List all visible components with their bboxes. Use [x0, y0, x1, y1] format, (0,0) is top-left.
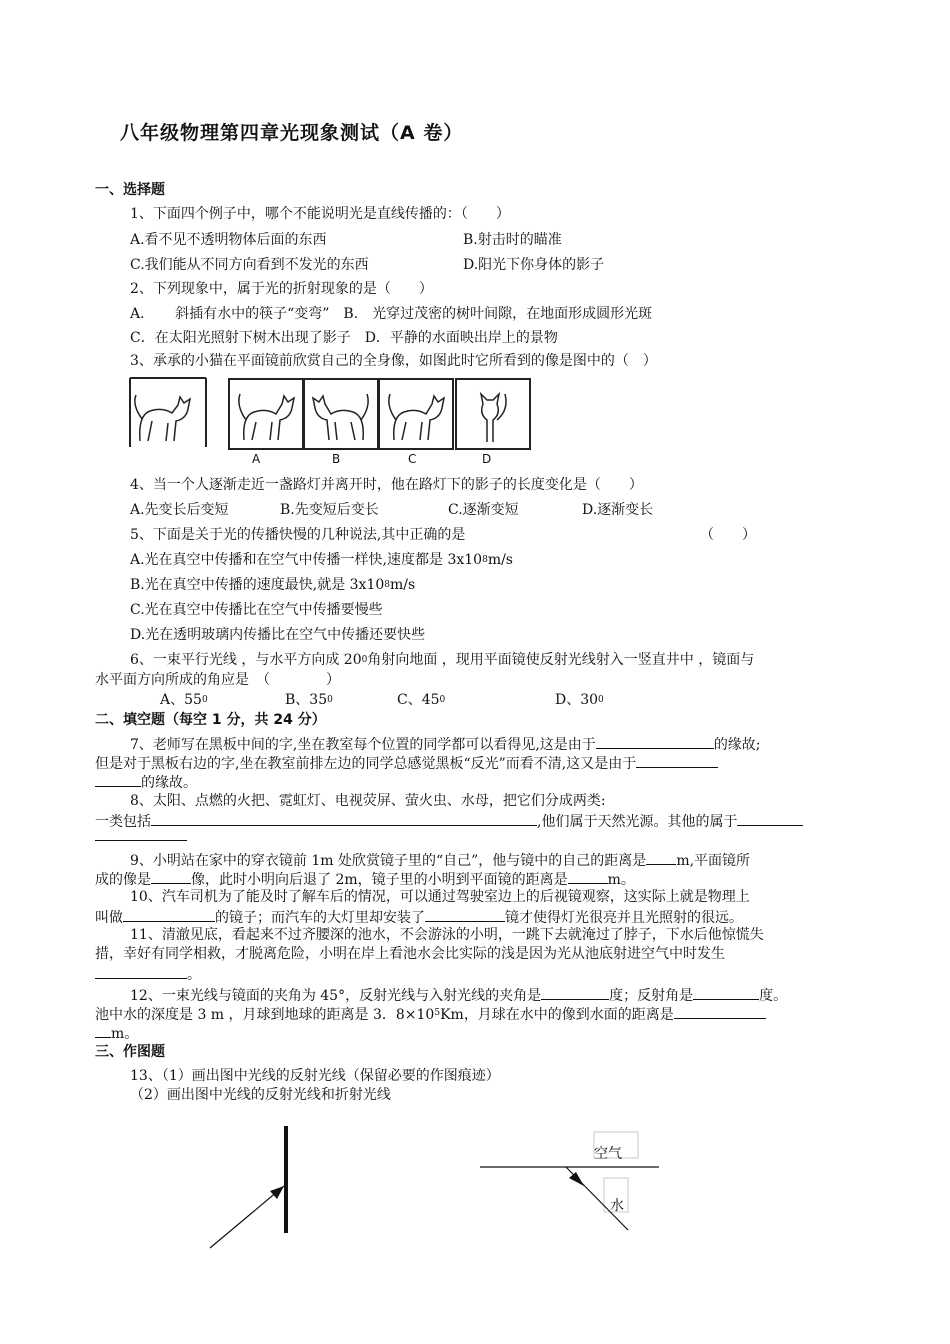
q5-option-d: D.光在透明玻璃内传播比在空气中传播还要快些: [130, 627, 426, 643]
q3-label-c: C: [408, 452, 417, 466]
q11-blank-1[interactable]: [95, 964, 187, 979]
q4-option-b: B.先变短后变长: [280, 502, 379, 518]
q12-blank-3b[interactable]: [95, 1023, 111, 1038]
q10-blank-2[interactable]: [425, 907, 505, 922]
q3-cat-b: [305, 380, 377, 448]
q13-part1: 13、（1）画出图中光线的反射光线（保留必要的作图痕迹）: [130, 1068, 500, 1084]
q3-option-b-box: [303, 378, 379, 450]
q8-line2: 一类包括 ,他们属于天然光源。其他的属于: [95, 811, 803, 831]
q3-label-a: A: [252, 452, 261, 466]
section-choice-heading: 一、选择题: [95, 182, 165, 198]
q6-option-c: C、$45^0$: [397, 692, 446, 708]
q6-line2: 水平面方向所成的角应是 （ ）: [95, 672, 340, 688]
incident-ray: [210, 1186, 284, 1248]
q3-label-d: D: [482, 452, 492, 466]
q3-cat-c: [380, 380, 452, 448]
q6-option-a: A、$55^0$: [160, 692, 208, 708]
q1-option-a: A.看不见不透明物体后面的东西: [130, 232, 327, 248]
q3-label-b: B: [332, 452, 341, 466]
q3-original-cat: [130, 378, 206, 447]
q4-option-d: D.逐渐变长: [582, 502, 654, 518]
ray-arrowhead: [569, 1172, 584, 1186]
q12-line1: 12、一束光线与镜面的夹角为 45°，反射光线与入射光线的夹角是 度；反射角是 度。: [130, 985, 787, 1005]
q9-blank-1[interactable]: [646, 850, 676, 865]
q11-line3: 。: [95, 964, 201, 984]
q5-stem: 5、下面是关于光的传播快慢的几种说法,其中正确的是: [130, 527, 466, 543]
q10-blank-1[interactable]: [123, 907, 215, 922]
q4-option-a: A.先变长后变短: [130, 502, 229, 518]
q1-option-d: D.阳光下你身体的影子: [463, 257, 605, 273]
q12-blank-3a[interactable]: [674, 1004, 766, 1019]
q12-line2: 池中水的深度是 3 m ，月球到地球的距离是 3．$8\times 10^5Km$，月球在水中的像到水面的距离是: [95, 1004, 766, 1024]
air-label: 空气: [594, 1146, 622, 1162]
q12-blank-1[interactable]: [541, 985, 609, 1000]
q3-option-d-box: [455, 378, 531, 450]
q7-blank-1[interactable]: [596, 734, 714, 749]
q7-blank-2b[interactable]: [95, 772, 141, 787]
q5-option-b: B.光在真空中传播的速度最快,就是 $3x10^8m/s$: [130, 577, 416, 593]
q6-line1: 6、一束平行光线 ，与水平方向成 $20^0$角射向地面 ，现用平面镜使反射光线射入一竖直井中 ，镜面与: [130, 652, 755, 668]
water-label: 水: [610, 1198, 624, 1214]
q7-blank-2a[interactable]: [636, 753, 718, 768]
q8-blank-2b[interactable]: [95, 826, 187, 841]
q11-line2: 措，幸好有同学相救，才脱离危险，小明在岸上看池水会比实际的浅是因为光从池底射进空气中时发生: [95, 946, 725, 962]
q2-options-cd: C．在太阳光照射下树木出现了影子 D．平静的水面映出岸上的景物: [130, 330, 558, 346]
q9-blank-2[interactable]: [151, 869, 191, 884]
q7-line1: 7、老师写在黑板中间的字,坐在教室每个位置的同学都可以看得见,这是由于 的缘故;: [130, 734, 761, 754]
q4-option-c: C.逐渐变短: [448, 502, 519, 518]
q8-blank-1[interactable]: [151, 811, 537, 826]
q1-option-c: C.我们能从不同方向看到不发光的东西: [130, 257, 369, 273]
q3-cat-a: [230, 380, 302, 448]
q3-option-c-box: [378, 378, 454, 450]
q9-line1: 9、小明站在家中的穿衣镜前 1m 处欣赏镜子里的“自己”，他与镜中的自己的距离是 m,平面镜所: [130, 850, 750, 870]
q10-line2: 叫做 的镜子；而汽车的大灯里却安装了 镜才使得灯光很亮并且光照射的很远。: [95, 907, 743, 927]
q13-part2: （2）画出图中光线的反射光线和折射光线: [130, 1087, 391, 1103]
q5-option-a: A.光在真空中传播和在空气中传播一样快,速度都是 $3x10^8m/s$: [130, 552, 513, 568]
q10-line1: 10、汽车司机为了能及时了解车后的情况，可以通过驾驶室边上的后视镜观察，这实际上就是物理上: [130, 889, 750, 905]
q3-option-a-box: [228, 378, 304, 450]
q13-mirror-diagram: [200, 1122, 320, 1262]
q6-option-b: B、$35^0$: [285, 692, 333, 708]
q6-option-d: D、$30^0$: [555, 692, 604, 708]
section-drawing-heading: 三、作图题: [95, 1044, 165, 1060]
q7-line3: 的缘故。: [95, 772, 197, 792]
q2-options-ab: A． 斜插有水中的筷子“变弯” B. 光穿过茂密的树叶间隙，在地面形成圆形光斑: [130, 306, 653, 322]
q3-stem: 3、承承的小猫在平面镜前欣赏自己的全身像，如图此时它所看到的像是图中的（ ）: [130, 353, 657, 369]
q3-cat-d: [457, 380, 529, 448]
q1-option-b: B.射击时的瞄准: [463, 232, 562, 248]
q8-line1: 8、太阳、点燃的火把、霓虹灯、电视荧屏、萤火虫、水母，把它们分成两类:: [130, 793, 606, 809]
q11-line1: 11、清澈见底，看起来不过齐腰深的池水，不会游泳的小明，一跳下去就淹过了脖子，下水后他惊慌失: [130, 927, 764, 943]
q13-interface-diagram: [476, 1130, 676, 1250]
q9-blank-3[interactable]: [568, 869, 608, 884]
section-fill-heading: 二、填空题（每空 1 分，共 24 分）: [95, 712, 326, 728]
q7-line2: 但是对于黑板右边的字,坐在教室前排左边的同学总感觉黑板“反光”而看不清,这又是由于: [95, 753, 718, 773]
q12-blank-2[interactable]: [693, 985, 759, 1000]
q4-stem: 4、当一个人逐渐走近一盏路灯并离开时，他在路灯下的影子的长度变化是（ ）: [130, 477, 643, 493]
q5-option-c: C.光在真空中传播比在空气中传播要慢些: [130, 602, 383, 618]
page-title: 八年级物理第四章光现象测试（A 卷）: [120, 122, 464, 144]
q9-line2: 成的像是 像，此时小明向后退了 2m，镜子里的小明到平面镜的距离是 m。: [95, 869, 635, 889]
q8-blank-2a[interactable]: [737, 811, 803, 826]
q12-line3: m。: [95, 1023, 138, 1043]
q1-stem: 1、下面四个例子中，哪个不能说明光是直线传播的：（ ）: [130, 206, 510, 222]
incident-ray-arrowhead: [270, 1186, 284, 1199]
q2-stem: 2、下列现象中，属于光的折射现象的是（ ）: [130, 281, 433, 297]
q5-paren: （ ）: [700, 527, 756, 543]
